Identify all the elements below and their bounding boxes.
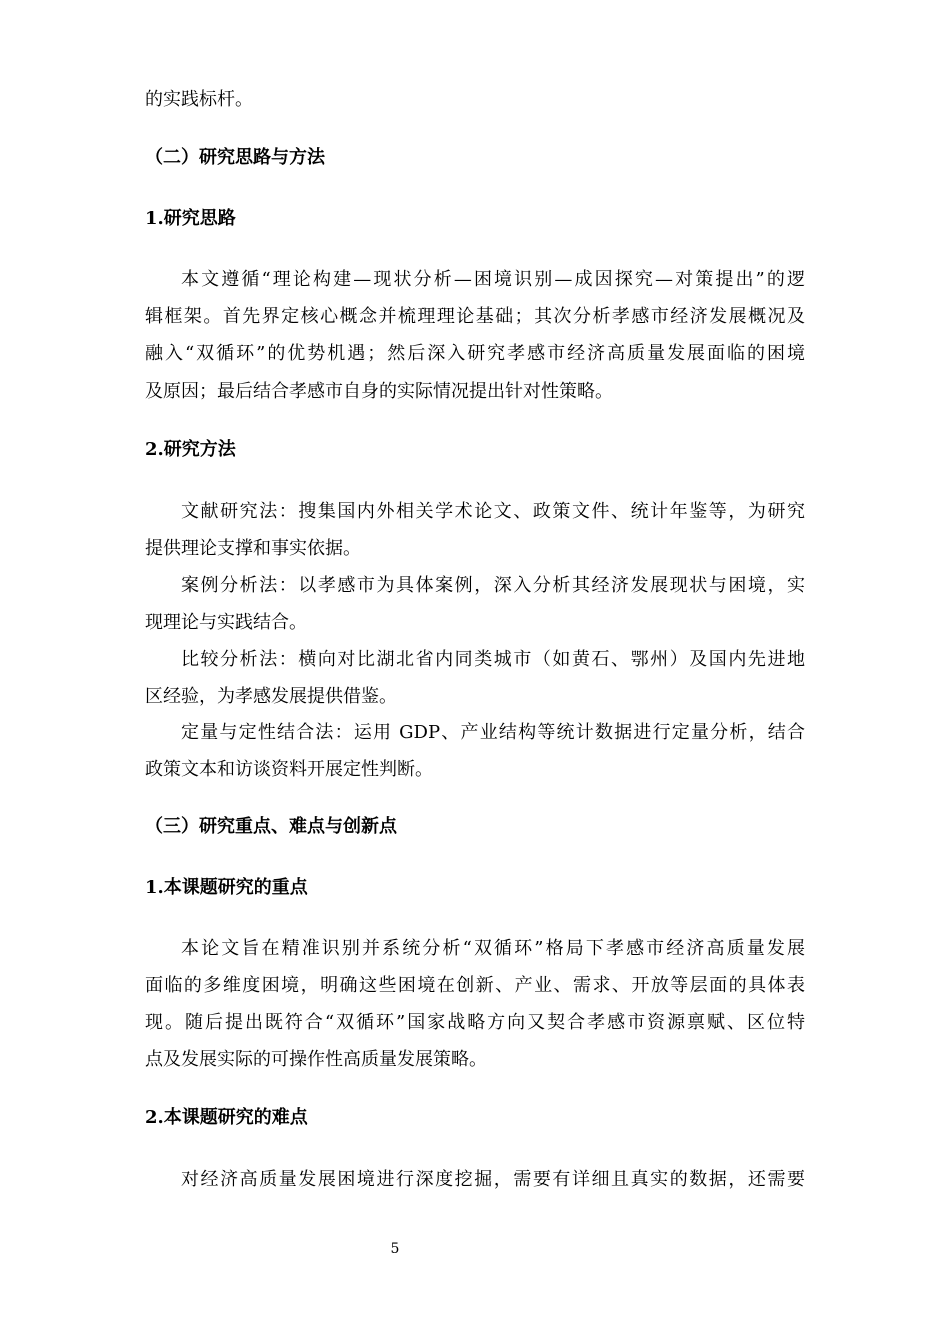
body-text-line: 本论文旨在精准识别并系统分析“双循环”格局下孝感市经济高质量发展: [181, 938, 805, 959]
subsection-heading: 2.研究方法: [145, 439, 236, 460]
body-text-line: 本文遵循“理论构建—现状分析—困境识别—成因探究—对策提出”的逻: [181, 269, 805, 290]
subsection-heading: 1.研究思路: [145, 208, 236, 229]
section-heading: （二）研究思路与方法: [145, 147, 325, 168]
body-text-line: 案例分析法：以孝感市为具体案例，深入分析其经济发展现状与困境，实: [181, 575, 805, 596]
body-text-line: 政策文本和访谈资料开展定性判断。: [145, 759, 433, 780]
subsection-heading: 1.本课题研究的重点: [145, 877, 308, 898]
body-text-line: 面临的多维度困境，明确这些困境在创新、产业、需求、开放等层面的具体表: [145, 975, 805, 996]
body-text-line: 比较分析法：横向对比湖北省内同类城市（如黄石、鄂州）及国内先进地: [181, 649, 805, 670]
body-text-line: 定量与定性结合法：运用 GDP、产业结构等统计数据进行定量分析，结合: [181, 722, 805, 743]
subsection-heading: 2.本课题研究的难点: [145, 1107, 308, 1128]
body-text-line: 及原因；最后结合孝感市自身的实际情况提出针对性策略。: [145, 381, 613, 402]
body-text-line: 区经验，为孝感发展提供借鉴。: [145, 686, 397, 707]
body-text-line: 点及发展实际的可操作性高质量发展策略。: [145, 1049, 487, 1070]
section-heading: （三）研究重点、难点与创新点: [145, 816, 397, 837]
page-number: 5: [390, 1241, 400, 1257]
body-text-line: 辑框架。首先界定核心概念并梳理理论基础；其次分析孝感市经济发展概况及: [145, 306, 805, 327]
body-text-line: 现。随后提出既符合“双循环”国家战略方向又契合孝感市资源禀赋、区位特: [145, 1012, 805, 1033]
body-text-line: 现理论与实践结合。: [145, 612, 307, 633]
body-text-line: 的实践标杆。: [145, 89, 253, 110]
body-text-line: 提供理论支撑和事实依据。: [145, 538, 361, 559]
body-text-line: 文献研究法：搜集国内外相关学术论文、政策文件、统计年鉴等，为研究: [181, 501, 805, 522]
body-text-line: 对经济高质量发展困境进行深度挖掘，需要有详细且真实的数据，还需要: [181, 1169, 805, 1190]
body-text-line: 融入“双循环”的优势机遇；然后深入研究孝感市经济高质量发展面临的困境: [145, 343, 805, 364]
